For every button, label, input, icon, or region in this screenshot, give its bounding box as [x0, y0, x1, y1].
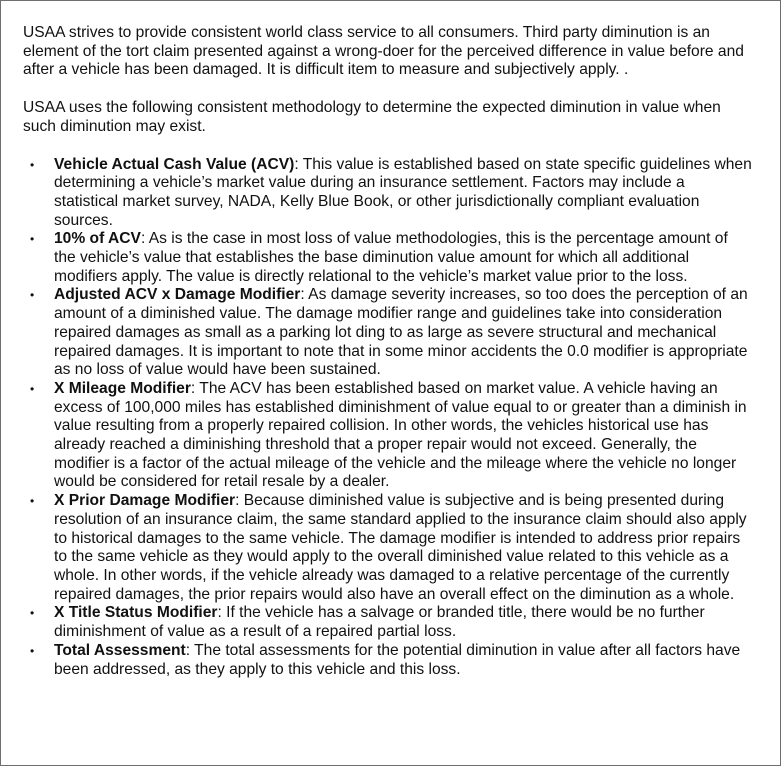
intro-paragraph: USAA strives to provide consistent world class service to all consumers. Third party diminution is an element of the tort claim presented against a wrong-doer for the perceived difference in value before and after a vehicle has been damaged. It is difficult item to measure and subjectively apply. .: [23, 24, 744, 79]
list-item: [23, 380, 753, 492]
methodology-list: [23, 156, 753, 680]
list-item: [23, 642, 753, 679]
bullet-icon: •: [30, 606, 35, 621]
list-item: [23, 286, 753, 380]
list-item-term: X Title Status Modifier: [54, 604, 218, 622]
list-item-text: : Because diminished value is subjective and is being presented during resolution of an insurance claim, the same standard applied to the insurance claim should also apply to historical damages to the same vehicle. The damage modifier is intended to address prior repairs to the same vehicle as they would apply to the overall diminished value related to this vehicle as a whole. In other words, if the vehicle already was damaged to a relative percentage of the currently repaired damages, the prior repairs would also have an overall effect on the diminution as a whole.: [54, 492, 747, 603]
list-item-term: X Mileage Modifier: [54, 379, 191, 397]
list-item-text: : As damage severity increases, so too does the perception of an amount of a diminished value. The damage modifier range and guidelines take into consideration repaired damages as small as a parking lot ding to as large as severe structural and mechanical repaired damages. It is important to note that in some minor accidents the 0.0 modifier is appropriate as no loss of value would have been sustained.: [54, 286, 748, 379]
bullet-icon: •: [30, 232, 35, 247]
list-item: [23, 492, 753, 604]
list-item-text: : If the vehicle has a salvage or branded title, there would be no further diminishment of value as a result of a repaired partial loss.: [54, 604, 705, 641]
list-item-text: : The ACV has been established based on market value. A vehicle having an excess of 100,000 miles has established diminishment of value equal to or greater than a diminish in value resulting from a properly repaired collision. In other words, the vehicles historical use has already reached a diminishing threshold that a proper repair would not exceed. Generally, the modifier is a factor of the actual mileage of the vehicle and the mileage where the vehicle no longer would be considered for retail resale by a dealer.: [54, 379, 747, 491]
list-item: [23, 156, 753, 231]
bullet-icon: •: [30, 643, 35, 658]
list-item: [23, 230, 753, 286]
methodology-paragraph: USAA uses the following consistent methodology to determine the expected diminution in value when such diminution may exist.: [23, 99, 721, 135]
bullet-icon: •: [30, 381, 35, 396]
list-item: [23, 604, 753, 641]
list-item-term: X Prior Damage Modifier: [54, 492, 236, 510]
list-item-text: : The total assessments for the potential diminution in value after all factors have been addressed, as they apply to this vehicle and this loss.: [54, 641, 741, 678]
document-body: [23, 24, 753, 679]
bullet-icon: •: [30, 157, 35, 172]
list-item-term: Adjusted ACV x Damage Modifier: [54, 286, 301, 304]
bullet-icon: •: [30, 494, 35, 509]
list-item-text: : This value is established based on state specific guidelines when determining a vehicle’s market value during an insurance settlement. Factors may include a statistical market survey, NADA, Kelly Blue Book, or other jurisdictionally compliant evaluation sources.: [54, 155, 752, 229]
list-item-term: 10% of ACV: [54, 230, 141, 248]
list-item-text: : As is the case in most loss of value methodologies, this is the percentage amount of the vehicle’s value that establishes the base diminution value amount for which all additional modifiers apply. The value is directly relational to the vehicle’s market value prior to the loss.: [54, 230, 728, 285]
bullet-icon: •: [30, 288, 35, 303]
list-item-term: Total Assessment: [54, 641, 186, 659]
list-item-term: Vehicle Actual Cash Value (ACV): [54, 155, 295, 173]
